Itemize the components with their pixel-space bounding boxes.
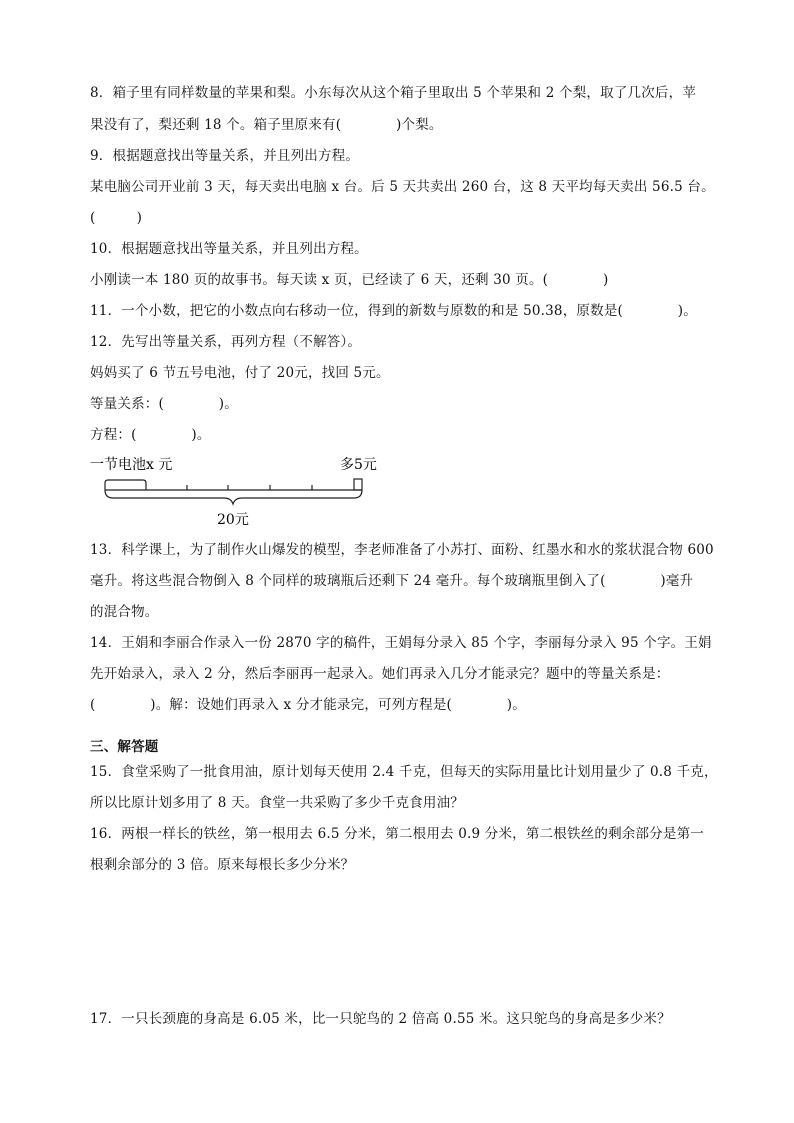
- q14-line1: 14．王娟和李丽合作录入一份 2870 字的稿件，王娟每分录入 85 个字，李丽每分录入 95 个字。王娟: [90, 635, 712, 651]
- q11-line1: 11．一个小数，把它的小数点向右移动一位，得到的新数与原数的和是 50.38，原数是( )。: [90, 303, 697, 319]
- q12-line2: 妈妈买了 6 节五号电池，付了 20元，找回 5元。: [90, 365, 390, 381]
- q12-line1: 12．先写出等量关系，再列方程（不解答）。: [90, 334, 362, 350]
- diagram-label-total: 20元: [217, 512, 249, 528]
- q10-line1: 10．根据题意找出等量关系，并且列出方程。: [90, 241, 368, 257]
- q10-line2: 小刚读一本 180 页的故事书。每天读 x 页，已经读了 6 天，还剩 30 页。( ): [90, 272, 609, 288]
- q8-line1: 8．箱子里有同样数量的苹果和梨。小东每次从这个箱子里取出 5 个苹果和 2 个梨，取了几次后，苹: [90, 85, 697, 101]
- top-brace: [105, 480, 146, 490]
- section-title: 三、解答题: [90, 739, 159, 755]
- diagram-label-one-battery: 一节电池x 元: [90, 457, 173, 473]
- bottom-brace: [105, 490, 362, 504]
- q12-relation-blank[interactable]: 等量关系：( )。: [90, 396, 238, 412]
- q12-equation-blank[interactable]: 方程：( )。: [90, 427, 211, 443]
- q13-line3: 的混合物。: [90, 604, 159, 620]
- q16-line1: 16．两根一样长的铁丝，第一根用去 6.5 分米，第二根用去 0.9 分米，第二根铁丝的剩余部分是第一: [90, 826, 704, 842]
- q13-line2: 毫升。将这些混合物倒入 8 个同样的玻璃瓶后还剩下 24 毫升。每个玻璃瓶里倒入了( )毫升: [90, 573, 694, 589]
- q14-line3: ( )。解：设她们再录入 x 分才能录完，可列方程是( )。: [90, 697, 526, 713]
- battery-segment-diagram: [86, 452, 386, 532]
- diagram-label-extra: 多5元: [340, 457, 377, 473]
- extra-box: [354, 479, 362, 490]
- q17-line1: 17．一只长颈鹿的身高是 6.05 米，比一只鸵鸟的 2 倍高 0.55 米。这只鸵鸟的身高是多少米？: [90, 1011, 671, 1027]
- q8-line2: 果没有了，梨还剩 18 个。箱子里原来有( )个梨。: [90, 117, 443, 133]
- q15-line1: 15．食堂采购了一批食用油，原计划每天使用 2.4 千克，但每天的实际用量比计划用量少了 0.8 千克，: [90, 764, 718, 780]
- q16-line2: 根剩余部分的 3 倍。原来每根长多少分米？: [90, 857, 355, 873]
- q9-answer-blank[interactable]: ( ): [90, 210, 143, 226]
- q15-line2: 所以比原计划多用了 8 天。食堂一共采购了多少千克食用油？: [90, 795, 464, 811]
- q14-line2: 先开始录入，录入 2 分，然后李丽再一起录入。她们再录入几分才能录完？题中的等量关系是：: [90, 666, 670, 682]
- q13-line1: 13．科学课上，为了制作火山爆发的模型，李老师准备了小苏打、面粉、红墨水和水的浆状混合物 600: [90, 542, 714, 558]
- q9-line2: 某电脑公司开业前 3 天，每天卖出电脑 x 台。后 5 天共卖出 260 台，这 8 天平均每天卖出 56.5 台。: [90, 179, 715, 195]
- q9-line1: 9．根据题意找出等量关系，并且列出方程。: [90, 148, 360, 164]
